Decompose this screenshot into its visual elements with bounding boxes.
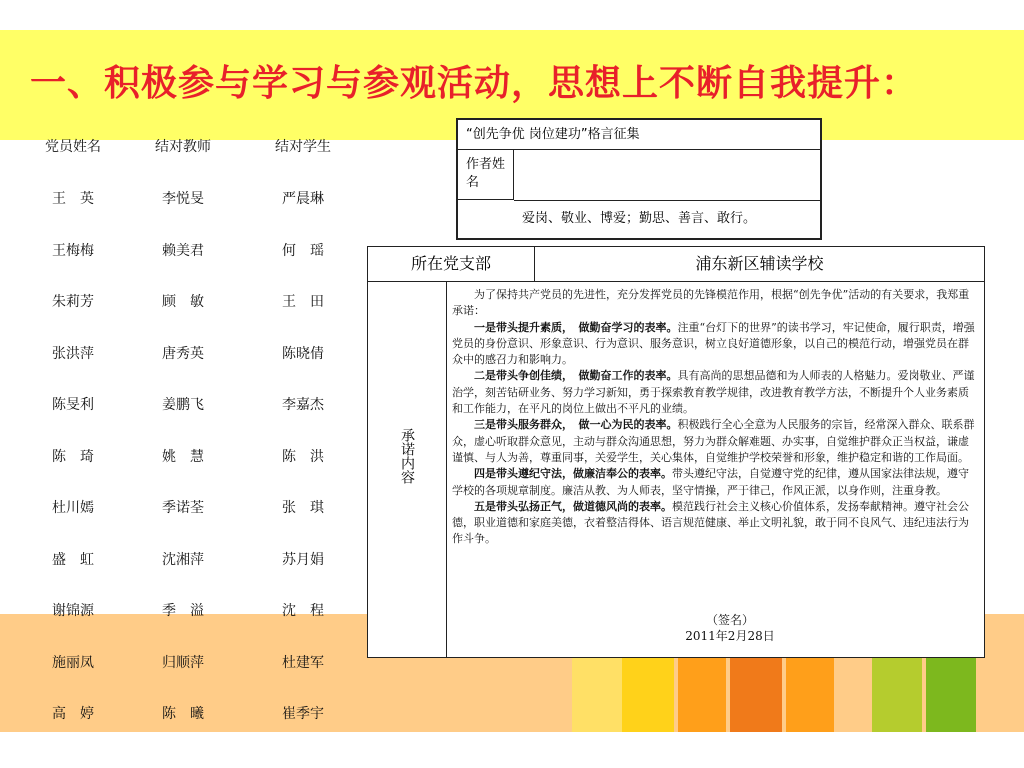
pairs-row: [18, 600, 350, 620]
cell-member: 王梅梅: [52, 242, 94, 259]
cell-student: 严晨琳: [282, 191, 324, 207]
header-member: 党员姓名: [45, 139, 101, 155]
pledge-item-head: 五是带头弘扬正气，做道德风尚的表率。: [474, 499, 672, 513]
pledge-item-body: 注重“台灯下的世界”的读书学习，牢记使命，履行职责，增强党员的身份意识、形象意识、行为意识、服务意识，树立良好道德形象，以自己的模范行动，增强党员在群众中的感召力和影响力。: [452, 320, 975, 367]
pledge-item: [452, 499, 976, 548]
motto-box: [456, 118, 822, 240]
cell-member: 张洪萍: [52, 345, 94, 362]
pairs-row: [18, 497, 350, 517]
pledge-intro: 为了保持共产党员的先进性，充分发挥党员的先锋模范作用，根据“创先争优”活动的有关要求，我郑重承诺：: [452, 288, 970, 318]
cell-student: 沈 程: [282, 603, 324, 619]
pledge-item: [452, 320, 976, 369]
pledge-item-body: 具有高尚的思想品德和为人师表的人格魅力。爱岗敬业、严谨治学，刻苦钻研业务、努力学习新知，勇于探索教育教学规律，改进教育教学方法，不断提升个人业务素质和工作能力，在平凡的岗位上做出不平凡的业绩。: [452, 369, 975, 416]
pairs-row: [18, 549, 350, 569]
cell-student: 杜建军: [282, 654, 324, 671]
pledge-table: [367, 246, 985, 658]
pairs-row: [18, 240, 350, 260]
branch-label: 所在党支部: [368, 247, 535, 282]
cell-teacher: 季 溢: [162, 603, 204, 619]
cell-member: 盛 虹: [52, 551, 94, 568]
cell-member: 高 婷: [52, 706, 94, 722]
pairs-row: [18, 343, 350, 363]
pairs-row: [18, 188, 350, 208]
signature-date: 2011年2月28日: [685, 629, 775, 643]
pledge-item-body: 带头遵纪守法，自觉遵守党的纪律，遵从国家法律法规，遵守学校的各项规章制度。廉洁从教、为人师表，坚守情操，严于律己，作风正派，以身作则，注重身教。: [452, 467, 969, 497]
cell-teacher: 归顺萍: [162, 654, 204, 671]
pairs-row: [18, 394, 350, 414]
signature-block: [650, 612, 810, 644]
cell-teacher: 季诺荃: [162, 500, 204, 516]
cell-student: 李嘉杰: [282, 397, 324, 413]
cell-teacher: 姚 慧: [162, 448, 204, 465]
pledge-item: [452, 466, 976, 499]
pairs-row: [18, 703, 350, 723]
pledge-side-cell: [368, 282, 447, 657]
author-label: 作者姓名: [458, 150, 514, 200]
pairs-row: [18, 446, 350, 466]
cell-student: 崔季宇: [282, 706, 324, 722]
motto-text: 爱岗、敬业、博爱；勤思、善言、敢行。: [521, 211, 756, 226]
cell-member: 陈 琦: [52, 448, 94, 465]
author-name-field[interactable]: [514, 150, 820, 201]
cell-teacher: 姜鹏飞: [162, 397, 204, 413]
cell-student: 陈 洪: [282, 448, 324, 465]
pledge-item: [452, 417, 976, 466]
pledge-item-head: 四是带头遵纪守法，做廉洁奉公的表率。: [474, 467, 672, 481]
cell-teacher: 沈湘萍: [162, 551, 204, 568]
cell-teacher: 陈 曦: [162, 706, 204, 722]
cell-student: 何 瑶: [282, 242, 324, 259]
pledge-item-head: 一是带头提升素质， 做勤奋学习的表率。: [474, 320, 678, 334]
slide-title: 一、积极参与学习与参观活动，思想上不断自我提升：: [30, 63, 919, 104]
pledge-item-head: 二是带头争创佳绩， 做勤奋工作的表率。: [474, 369, 678, 383]
cell-member: 朱莉芳: [52, 294, 94, 310]
cell-teacher: 赖美君: [162, 242, 204, 259]
signature-label: （签名）: [705, 613, 754, 627]
pairs-header-row: [18, 136, 350, 156]
cell-student: 苏月娟: [282, 551, 324, 568]
pairs-row: [18, 652, 350, 672]
pairs-row: [18, 291, 350, 311]
cell-member: 施丽凤: [52, 654, 94, 671]
branch-value: 浦东新区辅读学校: [535, 247, 984, 282]
pledge-item-head: 三是带头服务群众， 做一心为民的表率。: [474, 418, 678, 432]
pledge-content: [452, 287, 976, 548]
header-teacher: 结对教师: [155, 139, 211, 155]
cell-teacher: 顾 敏: [162, 294, 204, 310]
cell-member: 谢锦源: [52, 603, 94, 619]
pledge-item: [452, 368, 976, 417]
cell-member: 王 英: [52, 191, 94, 207]
cell-teacher: 唐秀英: [162, 345, 204, 362]
pledge-item-body: 模范践行社会主义核心价值体系，发扬奉献精神。遵守社会公德，职业道德和家庭美德，衣着整洁得体、语言规范健康、举止文明礼貌，敢于同不良风气、违纪违法行为作斗争。: [452, 499, 969, 546]
cell-student: 陈晓倩: [282, 345, 324, 362]
cell-student: 张 琪: [282, 500, 324, 516]
motto-header: “创先争优 岗位建功”格言征集: [458, 120, 820, 150]
cell-member: 杜川嫣: [52, 500, 94, 516]
cell-member: 陈旻利: [52, 397, 94, 413]
pledge-item-body: 积极践行全心全意为人民服务的宗旨，经常深入群众、联系群众，虚心听取群众意见，主动与群众沟通思想，努力为群众解难题、办实事，自觉维护群众正当权益，谦虚谨慎、与人为善，尊重同事，关爱学生，关心集体，自觉维护学校荣誉和形象，维护稳定和谐的工作局面。: [452, 418, 975, 464]
cell-student: 王 田: [282, 294, 324, 310]
header-student: 结对学生: [275, 139, 331, 155]
cell-teacher: 李悦旻: [162, 191, 204, 207]
pledge-side-label: 承诺内容: [399, 428, 415, 484]
